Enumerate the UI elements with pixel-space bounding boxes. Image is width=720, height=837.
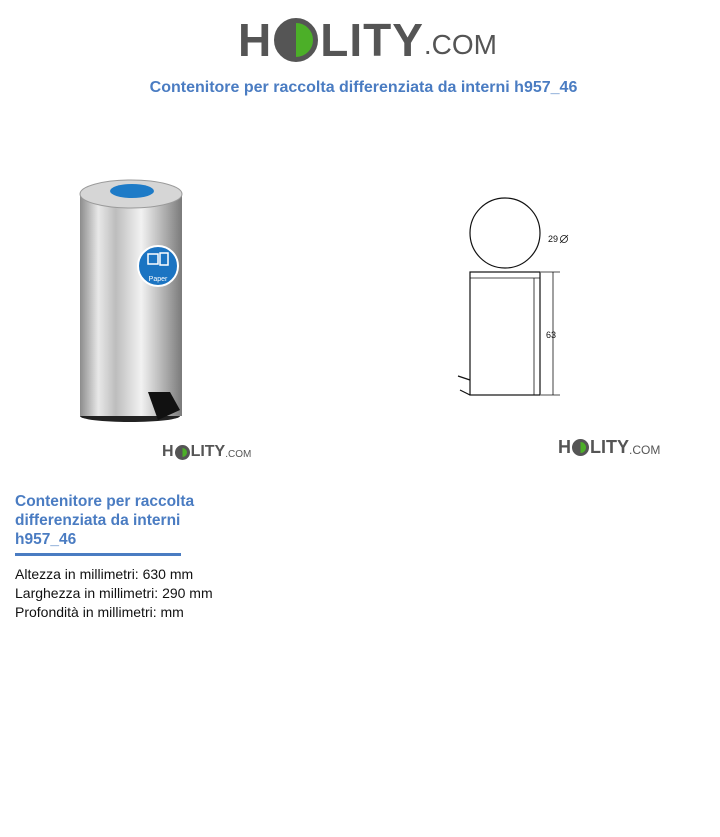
drawing-logo: [558, 437, 660, 458]
logo-lity: LITY: [590, 437, 629, 457]
diameter-label: 29: [548, 234, 559, 244]
technical-drawing: [450, 190, 590, 410]
site-logo[interactable]: [238, 12, 497, 68]
logo-lity: LITY: [320, 14, 424, 66]
logo-o-icon: [572, 439, 589, 456]
title-divider: [15, 553, 181, 556]
spec-value: 630 mm: [142, 566, 194, 582]
logo-com: .COM: [423, 29, 498, 60]
spec-value: mm: [160, 604, 184, 620]
badge-text: Paper: [148, 276, 168, 283]
logo-com: .COM: [225, 448, 252, 460]
logo-lity: LITY: [190, 443, 226, 460]
spec-row-width: [15, 584, 213, 603]
logo-h: H: [558, 437, 571, 457]
spec-label: Altezza in millimetri:: [15, 566, 139, 582]
logo-o-icon: [274, 18, 318, 62]
spec-row-height: [15, 565, 213, 584]
photo-logo: [162, 443, 251, 461]
product-specs: [15, 565, 213, 622]
spec-label: Profondità in millimetri:: [15, 604, 157, 620]
page-title: Contenitore per raccolta differenziata da interni h957_46: [149, 79, 578, 96]
height-label: 63: [546, 330, 557, 340]
logo-com: .COM: [629, 442, 661, 457]
logo-h: H: [162, 443, 174, 460]
product-photo: [70, 170, 200, 430]
spec-value: 290 mm: [162, 585, 213, 601]
product-title: Contenitore per raccolta differenziata da interni h957_46: [15, 493, 195, 548]
logo-o-icon: [175, 445, 190, 460]
spec-row-depth: [15, 603, 213, 622]
spec-label: Larghezza in millimetri:: [15, 585, 159, 601]
logo-h: H: [238, 14, 273, 66]
